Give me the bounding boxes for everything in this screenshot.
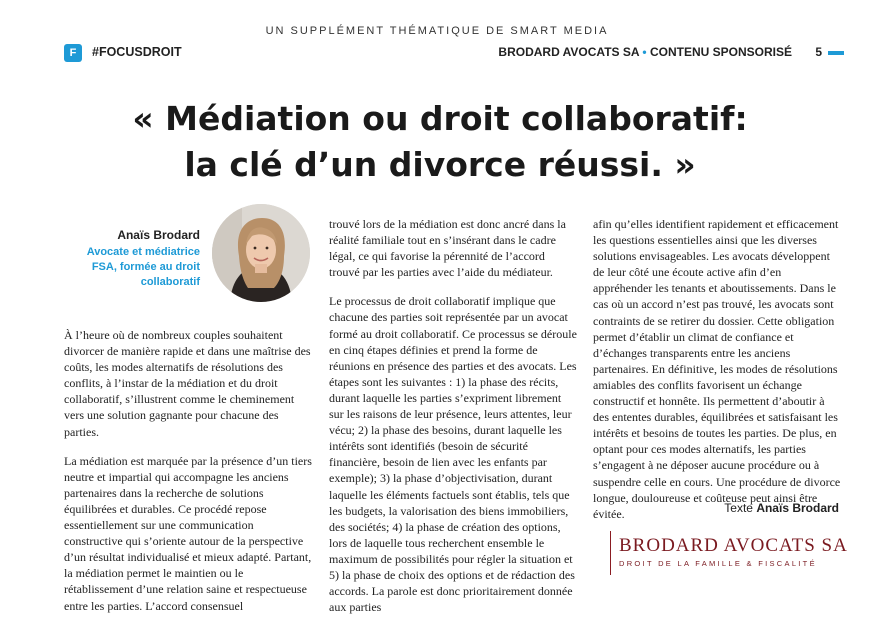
section-tag: #FOCUSDROIT — [92, 45, 182, 59]
article-paragraph: La médiation est marquée par la présence d’un tiers neutre et impartial qui accompagne les anciens partenaires dans la recherche de solutions équilibrées et durables. Ce procédé repose essentiellement sur une communication constructive qui s’oriente autour de la perspective d’un résultat individualisé et mieux adapté. Partant, la médiation permet le maintien ou le rétablissement d’une relation saine et respectueuse entre les parties. L’accord consensuel — [64, 453, 312, 613]
page-marker-bar — [828, 51, 844, 55]
sponsor-separator: • — [639, 45, 650, 59]
author-credit — [593, 501, 839, 515]
logo-tagline: DROIT DE LA FAMILLE & FISCALITÉ — [619, 559, 817, 568]
article-column-2 — [329, 216, 577, 628]
author-role — [60, 245, 200, 290]
credit-name: Anaïs Brodard — [756, 501, 839, 515]
sponsor-line — [498, 45, 792, 59]
headline-line-2: la clé d’un divorce réussi. » — [184, 145, 696, 184]
credit-label: Texte — [724, 501, 757, 515]
article-paragraph: afin qu’elles identifient rapidement et efficacement les questions essentielles ainsi que les diverses solutions envisageables. Les avocats développent de leur côté une écoute active afin d’en appréhender les tenants et aboutissements. Dans le cas où un accord n’est pas trouvé, les avocats sont contraints de se retirer du dossier. Cette obligation permet d’établir un climat de confiance et d’échanges transparents entre les anciens partenaires. En définitive, les modes de résolutions amiables des conflits favorisent un échange constructif et honnête. Ils permettent d’aboutir à des ententes durables, équilibrées et satisfaisant les intérêts et besoins de toutes les parties. De plus, en optant pour ces modes alternatifs, les parties s’engagent à ne déposer aucune procédure ou à suspendre celle en cours. Une procédure de divorce longue, douloureuse et coûteuse peut ainsi être évitée. — [593, 217, 841, 521]
sponsor-name: BRODARD AVOCATS SA — [498, 45, 640, 59]
author-portrait — [212, 204, 310, 302]
page-header — [64, 43, 844, 63]
headline-line-1: « Médiation ou droit collaboratif: — [132, 99, 748, 138]
focus-logo-icon: F — [64, 44, 82, 62]
portrait-photo — [212, 204, 310, 302]
author-role-line: Avocate et médiatrice — [86, 246, 200, 258]
sponsor-label: CONTENU SPONSORISÉ — [649, 45, 792, 59]
supplement-tagline: UN SUPPLÉMENT THÉMATIQUE DE SMART MEDIA — [265, 25, 609, 37]
logo-wordmark: BRODARD AVOCATS SA — [619, 535, 848, 556]
article-paragraph: Le processus de droit collaboratif implique que chacune des parties soit représentée par un avocat formé au droit collaboratif. Ce processus se déroule en cinq étapes définies et prend la forme de réunions en présence des parties et des avocats. Les étapes sont les suivantes : 1) la phase des récits, durant laquelle les parties s’expriment librement sur les raisons de leur présence, leurs attentes, leur vécu; 2) la phase des besoins, durant laquelle les intérêts sont identifiés (besoin de sécurité financière, besoin de lien avec les enfants par exemple); 3) la phase d’objectivisation, durant laquelle les éléments factuels sont établis, tels que les budgets, la valorisation des biens immobiliers, des sociétés; 4) la phase de création des options, lors de laquelle tous recherchent ensemble le maximum de possibilités pour régler la situation et 5) la phase de choix des options et de rédaction des accords. La parole est donc prioritairement donnée aux parties — [329, 294, 577, 615]
author-role-line: collaboratif — [140, 276, 200, 288]
author-name: Anaïs Brodard — [117, 228, 200, 242]
article-paragraph: À l’heure où de nombreux couples souhaitent divorcer de manière rapide et dans une maîtrise des coûts, les modes alternatifs de résolutions des conflits, à l’instar de la médiation et du droit collaboratif, s’illustrent comme le cheminement vers une solution gagnante pour chacune des parties. — [64, 328, 311, 439]
article-paragraph: trouvé lors de la médiation est donc ancré dans la réalité familiale tout en s’insérant dans le cadre légal, ce qui favorise la pérennité de l’accord trouvé par les parties avec l’aide du médiateur. — [329, 217, 566, 280]
article-column-3 — [593, 216, 843, 535]
brodard-logo — [610, 531, 848, 575]
headline — [60, 96, 820, 188]
article-column-1 — [64, 327, 314, 627]
author-role-line: FSA, formée au droit — [91, 261, 200, 273]
page-number: 5 — [815, 45, 822, 59]
